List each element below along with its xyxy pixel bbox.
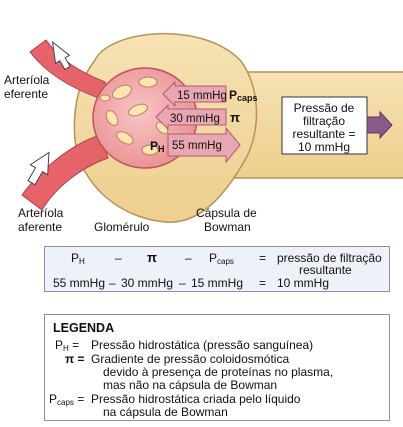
pi-value: 30 mmHg <box>170 113 220 125</box>
eq-pi: π <box>147 250 157 265</box>
eq-minus: – <box>109 276 116 290</box>
eq-equals: = <box>259 276 267 290</box>
eq-result-label: pressão de filtração <box>277 251 382 265</box>
afferent-label: aferente <box>18 220 63 234</box>
legend-pi-text: Gradiente de pressão coloidosmótica <box>91 352 290 366</box>
capsule-label: Cápsula de <box>196 206 257 220</box>
net-filtration-text: filtração <box>302 114 346 128</box>
eq-minus: – <box>179 276 186 290</box>
legend-pi-text: devido à presença de proteínas no plasma, <box>103 365 334 379</box>
glomerulus-label: Glomérulo <box>94 220 150 234</box>
capillary-loop <box>100 95 110 101</box>
legend-pi-text: mas não na cápsula de Bowman <box>103 378 278 392</box>
ph-symbol: PH <box>150 139 165 154</box>
efferent-label: eferente <box>4 87 49 101</box>
ph-value: 55 mmHg <box>172 140 222 152</box>
net-filtration-text: 10 mmHg <box>297 140 351 154</box>
legend-box <box>44 314 390 421</box>
eq-value: 15 mmHg <box>191 276 244 290</box>
eq-value: 30 mmHg <box>121 276 174 290</box>
efferent-label: Arteríola <box>4 73 50 87</box>
legend-ph-text: Pressão hidrostática (pressão sanguínea) <box>91 338 314 352</box>
eq-minus: – <box>115 251 122 265</box>
pcaps-symbol: Pcaps <box>229 88 258 103</box>
net-filtration-text: Pressão de <box>293 101 355 115</box>
eq-pcaps: $P_{caps}$ <box>209 251 234 266</box>
pi-symbol: π <box>230 110 240 125</box>
legend-pi-symbol: π = <box>65 352 85 366</box>
capsule-label: Bowman <box>204 220 251 234</box>
capillary-loop <box>139 77 157 87</box>
net-filtration-text: resultante = <box>292 127 356 141</box>
legend-title: LEGENDA <box>53 321 115 335</box>
legend-pcaps-text: na cápsula de Bowman <box>103 405 228 419</box>
afferent-label: Arteríola <box>18 206 64 220</box>
eq-minus: – <box>185 251 192 265</box>
eq-result-label: resultante <box>299 263 352 277</box>
eq-equals: = <box>259 251 267 265</box>
eq-value: 10 mmHg <box>277 276 330 290</box>
legend-pcaps-symbol: $P_{caps}$ = <box>49 392 85 407</box>
equation-box <box>44 246 390 292</box>
legend-pcaps-text: Pressão hidrostática criada pelo líquido <box>91 392 301 406</box>
eq-ph: $P_H$ <box>71 251 85 266</box>
eq-value: 55 mmHg <box>53 276 106 290</box>
pcaps-value: 15 mmHg <box>177 90 227 102</box>
legend-ph-symbol: $P_H$ = <box>55 338 80 353</box>
